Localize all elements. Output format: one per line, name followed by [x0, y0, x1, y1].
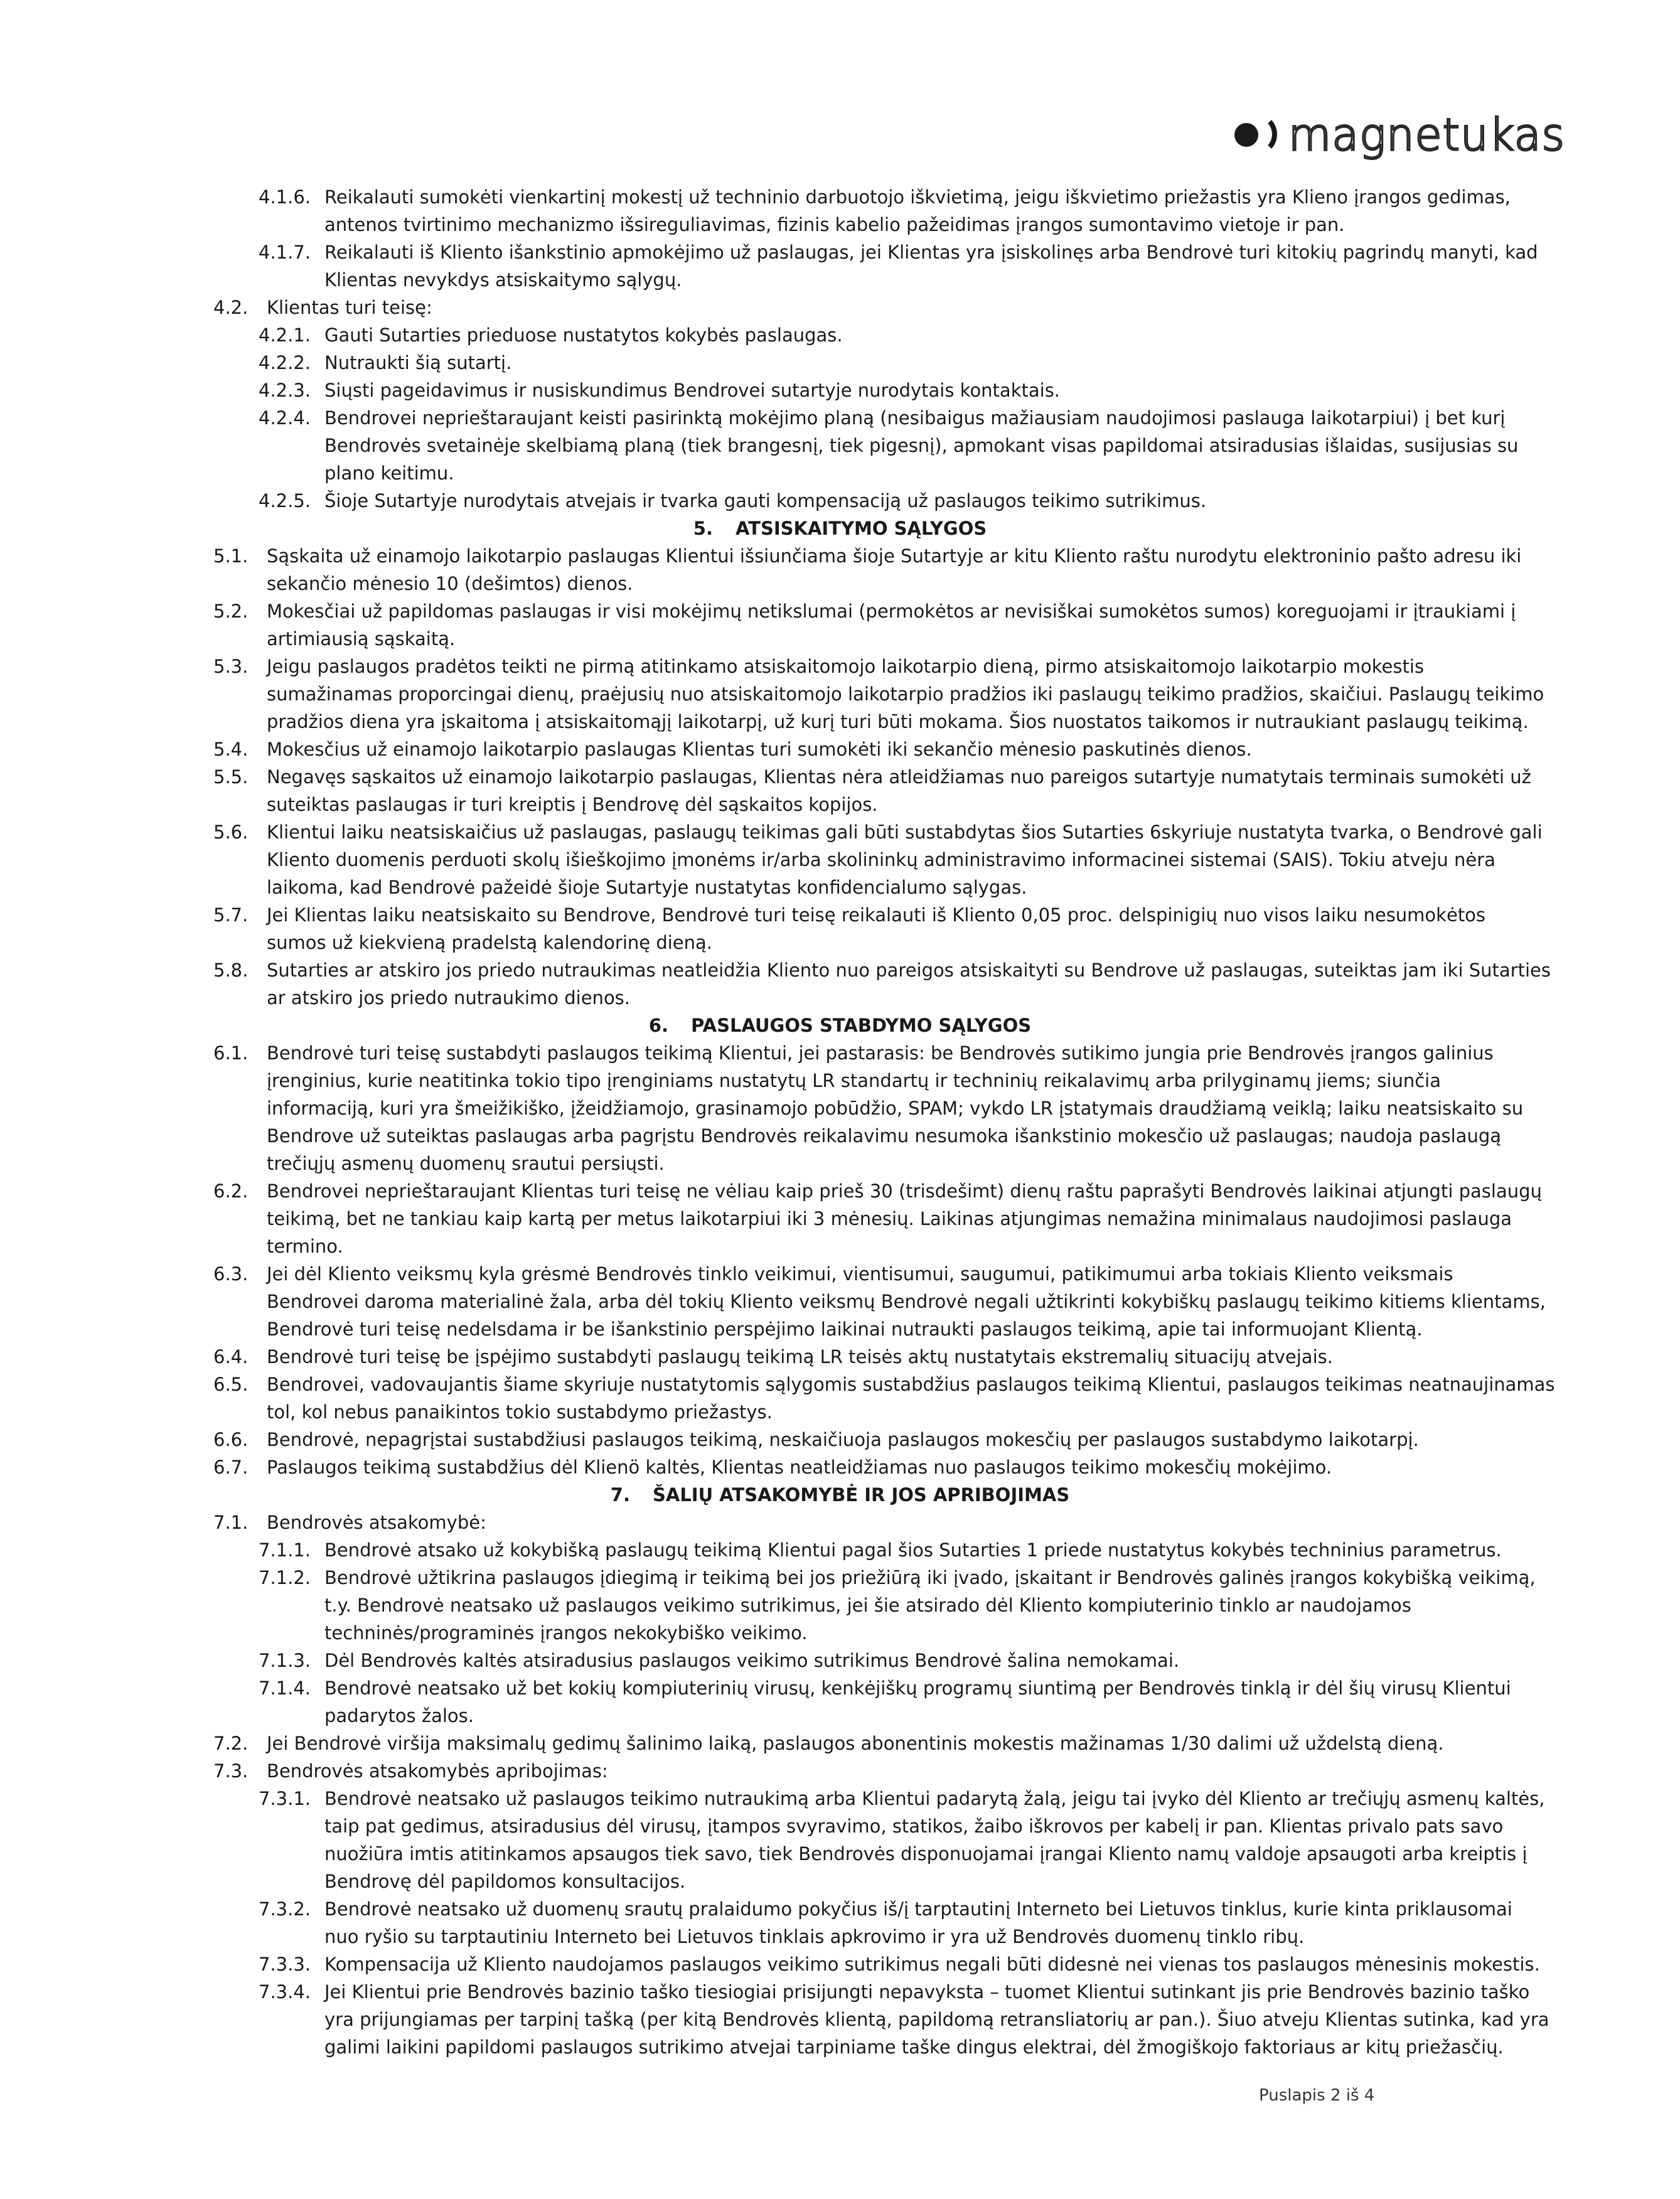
clause-number: 7.3.4. — [259, 1981, 311, 2003]
clause-number: 7.2. — [213, 1733, 249, 1754]
clause-number: 5.2. — [213, 601, 249, 622]
clause-continuation-line — [0, 1315, 1680, 1343]
clause-text: t.y. Bendrovė neatsako už paslaugos veikimo sutrikimus, jei šie atsirado dėl Kliento kompiuterinio tinklo ar naudojamos — [324, 1595, 1411, 1616]
clause-text: Reikalauti sumokėti vienkartinį mokestį už techninio darbuotojo iškvietimą, jeigu iškvietimo priežastis yra Klieno įrangos gedimas, — [324, 186, 1511, 208]
clause-number: 4.2. — [213, 297, 249, 318]
clause-text: pradžios diena yra įskaitoma į atsiskaitomąjį laikotarpį, už kurį turi būti mokama. Šios nuostatos taikomos ir nutraukiant paslaugų teikimą. — [267, 711, 1529, 732]
clause-text: sumos už kiekvieną pradelstą kalendorinę dieną. — [267, 932, 713, 953]
clause-text: nuo ryšio su tarptautiniu Interneto bei Lietuvos tinklais apkrovimo ir yra už Bendrovės duomenų tinklo ribų. — [324, 1926, 1305, 1947]
clause-line — [0, 1564, 1680, 1592]
clause-line — [0, 1757, 1680, 1785]
company-logo — [1233, 107, 1565, 163]
clause-line — [0, 377, 1680, 404]
clause-text: Sąskaita už einamojo laikotarpio paslaugas Klientui išsiunčiama šioje Sutartyje ar kitu Kliento raštu nurodytu elektroninio pašto adresu iki — [267, 545, 1522, 567]
clause-line — [0, 1343, 1680, 1371]
clause-text: Klientas nevykdys atsiskaitymo sąlygų. — [324, 269, 682, 291]
clause-text: suteiktas paslaugas ir turi kreiptis į Bendrovę dėl sąskaitos kopijos. — [267, 794, 878, 815]
clause-text: plano keitimu. — [324, 463, 454, 484]
clause-number: 6.4. — [213, 1346, 249, 1367]
clause-text: Sutarties ar atskiro jos priedo nutraukimas neatleidžia Kliento nuo pareigos atsiskaityti su Bendrove už paslaugas, suteiktas jam iki Sutarties — [267, 960, 1551, 981]
clause-line — [0, 1895, 1680, 1923]
clause-continuation-line — [0, 1592, 1680, 1619]
section-heading — [0, 1481, 1680, 1509]
clause-continuation-line — [0, 266, 1680, 294]
clause-continuation-line — [0, 1398, 1680, 1426]
clause-text: Bendrovė neatsako už duomenų srautų pralaidumo pokyčius iš/į tarptautinį Interneto bei Lietuvos tinklus, kurie kinta priklausomai — [324, 1898, 1512, 1920]
clause-text: termino. — [267, 1236, 343, 1257]
clause-line — [0, 1371, 1680, 1398]
clause-text: Siųsti pageidavimus ir nusiskundimus Bendrovei sutartyje nurodytais kontaktais. — [324, 380, 1061, 401]
clause-number: 7.3.2. — [259, 1898, 311, 1920]
clause-line — [0, 321, 1680, 349]
clause-text: Bendrovė atsako už kokybišką paslaugų teikimą Klientui pagal šios Sutarties 1 priede nustatytus kokybės techninius parametrus. — [324, 1539, 1502, 1561]
clause-text: Bendrovė užtikrina paslaugos įdiegimą ir teikimą bei jos priežiūrą iki įvado, įskaitant ir Bendrovės galinės įrangos kokybišką veikimą, — [324, 1567, 1536, 1588]
clause-text: Klientui laiku neatsiskaičius už paslaugas, paslaugų teikimas gali būti sustabdytas šios Sutarties 6skyriuje nustatyta tvarka, o Bendrovė gali — [267, 821, 1543, 843]
clause-text: įrenginius, kurie neatitinka tokio tipo įrenginiams nustatytų LR standartų ir techninių reikalavimų arba prilyginamų jiems; siunčia — [267, 1070, 1441, 1091]
clause-number: 5.3. — [213, 656, 249, 677]
clause-line — [0, 901, 1680, 929]
clause-text: sumažinamas proporcingai dienų, praėjusių nuo atsiskaitomojo laikotarpio pradžios iki paslaugų teikimo pradžios, skaičiui. Paslaugų teikimo — [267, 683, 1544, 705]
clause-line — [0, 1177, 1680, 1205]
clause-continuation-line — [0, 1150, 1680, 1177]
section-number: 5. — [693, 518, 713, 539]
clause-number: 4.2.2. — [259, 352, 311, 373]
clause-continuation-line — [0, 459, 1680, 487]
clause-text: Paslaugos teikimą sustabdžius dėl Klienö kaltės, Klientas neatleidžiamas nuo paslaugos teikimo mokesčių mokėjimo. — [267, 1457, 1332, 1478]
clause-number: 5.8. — [213, 960, 249, 981]
clause-text: Bendrovė neatsako už bet kokių kompiuterinių virusų, kenkėjiškų programų siuntimą per Bendrovės tinklą ir dėl šių virusų Klientui — [324, 1677, 1511, 1699]
clause-text: Kompensacija už Kliento naudojamos paslaugos veikimo sutrikimus negali būti didesnė nei vienas tos paslaugos mėnesinis mokestis. — [324, 1954, 1540, 1975]
clause-continuation-line — [0, 1702, 1680, 1730]
clause-number: 6.1. — [213, 1042, 249, 1064]
clause-continuation-line — [0, 1233, 1680, 1260]
clause-number: 7.1.3. — [259, 1650, 311, 1671]
clause-text: Mokesčius už einamojo laikotarpio paslaugas Klientas turi sumokėti iki sekančio mėnesio paskutinės dienos. — [267, 739, 1252, 760]
clause-number: 7.1. — [213, 1512, 249, 1533]
clause-number: 5.4. — [213, 739, 249, 760]
clause-text: Klientas turi teisę: — [267, 297, 432, 318]
clause-continuation-line — [0, 625, 1680, 653]
clause-line — [0, 597, 1680, 625]
clause-text: Bendrovės svetainėje skelbiamą planą (tiek brangesnį, tiek pigesnį), apmokant visas papildomai atsiradusias išlaidas, susijusias su — [324, 435, 1519, 456]
clause-text: Bendrovės atsakomybė: — [267, 1512, 486, 1533]
clause-continuation-line — [0, 2033, 1680, 2061]
clause-number: 7.1.2. — [259, 1567, 311, 1588]
clause-line — [0, 1730, 1680, 1757]
clause-text: Bendrovei neprieštaraujant Klientas turi teisę ne vėliau kaip prieš 30 (trisdešimt) dienų raštu paprašyti Bendrovės laikinai atjungti paslaugų — [267, 1180, 1542, 1202]
clause-number: 4.2.4. — [259, 407, 311, 429]
clause-number: 4.1.6. — [259, 186, 311, 208]
clause-text: Kliento duomenis perduoti skolų išieškojimo įmonėms ir/arba skolininkų administravimo informacinei sistemai (SAIS). Tokiu atveju nėra — [267, 849, 1495, 870]
clause-line — [0, 736, 1680, 763]
clause-text: Bendrovei daroma materialinė žala, arba dėl tokių Kliento veiksmų Bendrovė negali užtikrinti kokybiškų paslaugų teikimo kitiems klientams, — [267, 1291, 1546, 1312]
clause-number: 6.7. — [213, 1457, 249, 1478]
clause-text: antenos tvirtinimo mechanizmo išsireguliavimas, fizinis kabelio pažeidimas įrangos sumontavimo vietoje ir pan. — [324, 214, 1345, 235]
clause-line — [0, 1785, 1680, 1812]
clause-text: galimi laikini papildomi paslaugos sutrikimo atvejai tarpiniame taške dingus elektrai, dėl žmogiškojo faktoriaus ar kitų priežasčių. — [324, 2036, 1504, 2058]
section-number: 6. — [648, 1015, 669, 1036]
clause-text: teikimą, bet ne tankiau kaip kartą per metus laikotarpiui iki 3 mėnesių. Laikinas atjungimas nemažina minimalaus naudojimosi paslauga — [267, 1208, 1512, 1229]
clause-number: 7.1.4. — [259, 1677, 311, 1699]
clause-text: Bendrovės atsakomybės apribojimas: — [267, 1760, 608, 1782]
clause-text: techninės/programinės įrangos nekokybiško veikimo. — [324, 1622, 808, 1644]
clause-number: 6.5. — [213, 1374, 249, 1395]
clause-continuation-line — [0, 680, 1680, 708]
clause-line — [0, 1950, 1680, 1978]
clause-text: laikoma, kad Bendrovė pažeidė šioje Sutartyje nustatytas konfidencialumo sąlygas. — [267, 877, 1027, 898]
clause-continuation-line — [0, 791, 1680, 818]
clause-number: 4.2.5. — [259, 490, 311, 511]
clause-line — [0, 294, 1680, 321]
clause-continuation-line — [0, 984, 1680, 1012]
clause-number: 7.3. — [213, 1760, 249, 1782]
clause-number: 5.1. — [213, 545, 249, 567]
clause-continuation-line — [0, 1205, 1680, 1233]
clause-text: Bendrovė, nepagrįstai sustabdžiusi paslaugos teikimą, neskaičiuoja paslaugos mokesčių per paslaugos sustabdymo laikotarpį. — [267, 1429, 1419, 1450]
clause-line — [0, 1647, 1680, 1674]
clause-text: trečiųjų asmenų duomenų srautui persiųsti. — [267, 1153, 665, 1174]
clause-line — [0, 1536, 1680, 1564]
clause-line — [0, 1978, 1680, 2006]
clause-text: Bendrove už suteiktas paslaugas arba pagrįstu Bendrovės reikalavimu nesumoka išankstinio mokesčio už paslaugas; naudoja paslaugą — [267, 1125, 1502, 1147]
logo-signal-icon — [1233, 113, 1277, 157]
clause-number: 6.2. — [213, 1180, 249, 1202]
clause-continuation-line — [0, 570, 1680, 597]
clause-text: Bendrovei, vadovaujantis šiame skyriuje nustatytomis sąlygomis sustabdžius paslaugos teikimą Klientui, paslaugos teikimas neatnaujinamas — [267, 1374, 1555, 1395]
section-number: 7. — [610, 1484, 630, 1506]
clause-continuation-line — [0, 1923, 1680, 1950]
clause-text: Bendrovei neprieštaraujant keisti pasirinktą mokėjimo planą (nesibaigus mažiausiam naudojimosi paslauga laikotarpiui) į bet kurį — [324, 407, 1506, 429]
logo-wordmark: magnetukas — [1288, 109, 1566, 161]
clause-continuation-line — [0, 1840, 1680, 1868]
page-number: Puslapis 2 iš 4 — [1259, 2086, 1375, 2105]
clause-line — [0, 1453, 1680, 1481]
clause-text: yra prijungiamas per tarpinį tašką (per kitą Bendrovės klientą, papildomą retransliatorių ar pan.). Šiuo atveju Klientas sutinka, kad yra — [324, 2009, 1549, 2030]
clause-number: 4.2.3. — [259, 380, 311, 401]
clause-line — [0, 183, 1680, 211]
clause-text: Nutraukti šią sutartį. — [324, 352, 512, 373]
clause-continuation-line — [0, 1288, 1680, 1315]
clause-text: Dėl Bendrovės kaltės atsiradusius paslaugos veikimo sutrikimus Bendrovė šalina nemokamai. — [324, 1650, 1180, 1671]
clause-text: Bendrovė neatsako už paslaugos teikimo nutraukimą arba Klientui padarytą žalą, jeigu tai įvyko dėl Kliento ar trečiųjų asmenų kaltės, — [324, 1788, 1545, 1809]
clause-line — [0, 653, 1680, 680]
clause-number: 4.2.1. — [259, 324, 311, 346]
clause-text: artimiausią sąskaitą. — [267, 628, 456, 650]
clause-number: 5.7. — [213, 904, 249, 926]
clause-text: Gauti Sutarties prieduose nustatytos kokybės paslaugas. — [324, 324, 843, 346]
clause-continuation-line — [0, 1122, 1680, 1150]
clause-text: Jei Klientui prie Bendrovės bazinio taško tiesiogiai prisijungti nepavyksta – tuomet Klientui sutinkant jis prie Bendrovės bazinio taško — [324, 1981, 1530, 2003]
clause-text: padarytos žalos. — [324, 1705, 474, 1726]
clause-number: 7.3.3. — [259, 1954, 311, 1975]
clause-line — [0, 238, 1680, 266]
clause-continuation-line — [0, 846, 1680, 874]
clause-text: Bendrovė turi teisę sustabdyti paslaugos teikimą Klientui, jei pastarasis: be Bendrovės sutikimo jungia prie Bendrovės įrangos galinius — [267, 1042, 1494, 1064]
clause-continuation-line — [0, 2006, 1680, 2033]
section-title: ATSISKAITYMO SĄLYGOS — [735, 518, 987, 539]
clause-number: 6.3. — [213, 1263, 249, 1285]
clause-line — [0, 349, 1680, 377]
clause-line — [0, 487, 1680, 515]
clause-continuation-line — [0, 211, 1680, 238]
clause-text: Jei Klientas laiku neatsiskaito su Bendrove, Bendrovė turi teisę reikalauti iš Kliento 0,05 proc. delspinigių nuo visos laiku nesumokėtos — [267, 904, 1486, 926]
clause-continuation-line — [0, 1619, 1680, 1647]
clause-line — [0, 1039, 1680, 1067]
clause-text: sekančio mėnesio 10 (dešimtos) dienos. — [267, 573, 633, 594]
clause-continuation-line — [0, 929, 1680, 956]
clause-text: Bendrovė turi teisę be įspėjimo sustabdyti paslaugų teikimą LR teisės aktų nustatytais ekstremalių situacijų atvejais. — [267, 1346, 1333, 1367]
clause-number: 5.6. — [213, 821, 249, 843]
clause-line — [0, 818, 1680, 846]
clause-continuation-line — [0, 1868, 1680, 1895]
clause-number: 6.6. — [213, 1429, 249, 1450]
clause-line — [0, 956, 1680, 984]
clause-text: Negavęs sąskaitos už einamojo laikotarpio paslaugas, Klientas nėra atleidžiamas nuo pareigos sutartyje numatytais terminais sumokėti už — [267, 766, 1531, 788]
clause-continuation-line — [0, 874, 1680, 901]
clause-line — [0, 763, 1680, 791]
clause-continuation-line — [0, 1067, 1680, 1094]
clause-line — [0, 1674, 1680, 1702]
clause-text: Jei Bendrovė viršija maksimalų gedimų šalinimo laiką, paslaugos abonentinis mokestis mažinamas 1/30 dalimi už uždelstą dieną. — [267, 1733, 1444, 1754]
section-title: ŠALIŲ ATSAKOMYBĖ IR JOS APRIBOJIMAS — [652, 1484, 1070, 1506]
clause-text: nuožiūra imtis atitinkamos apsaugos tiek savo, tiek Bendrovės disponuojamai įrangai Kliento namų valdoje apsaugoti arba kreiptis į — [324, 1843, 1528, 1865]
clause-text: ar atskiro jos priedo nutraukimo dienos. — [267, 987, 631, 1009]
clause-text: Jeigu paslaugos pradėtos teikti ne pirmą atitinkamo atsiskaitomojo laikotarpio dieną, pirmo atsiskaitomojo laikotarpio mokestis — [267, 656, 1425, 677]
clause-text: taip pat gedimus, atsiradusius dėl virusų, įtampos svyravimo, statikos, žaibo iškrovos per kabelį ir pan. Klientas privalo pats savo — [324, 1816, 1504, 1837]
clause-text: Reikalauti iš Kliento išankstinio apmokėjimo už paslaugas, jei Klientas yra įsiskolinęs arba Bendrovė turi kitokių pagrindų manyti, kad — [324, 242, 1538, 263]
clause-text: Mokesčiai už papildomas paslaugas ir visi mokėjimų netikslumai (permokėtos ar nevisiškai sumokėtos sumos) koreguojami ir įtraukiami į — [267, 601, 1516, 622]
clause-text: Jei dėl Kliento veiksmų kyla grėsmė Bendrovės tinklo veikimui, vientisumui, saugumui, patikimumui arba tokiais Kliento veiksmais — [267, 1263, 1453, 1285]
clause-continuation-line — [0, 708, 1680, 736]
section-heading — [0, 515, 1680, 542]
document-body — [0, 183, 1680, 2061]
clause-line — [0, 1260, 1680, 1288]
section-heading — [0, 1012, 1680, 1039]
clause-line — [0, 1509, 1680, 1536]
clause-text: Šioje Sutartyje nurodytais atvejais ir tvarka gauti kompensaciją už paslaugos teikimo sutrikimus. — [324, 490, 1207, 511]
clause-continuation-line — [0, 1094, 1680, 1122]
clause-number: 7.1.1. — [259, 1539, 311, 1561]
clause-text: Bendrovė turi teisę nedelsdama ir be išankstinio perspėjimo laikinai nutraukti paslaugos teikimą, apie tai informuojant Klientą. — [267, 1319, 1423, 1340]
clause-number: 5.5. — [213, 766, 249, 788]
clause-continuation-line — [0, 432, 1680, 459]
clause-number: 4.1.7. — [259, 242, 311, 263]
clause-line — [0, 542, 1680, 570]
clause-line — [0, 404, 1680, 432]
clause-continuation-line — [0, 1812, 1680, 1840]
clause-number: 7.3.1. — [259, 1788, 311, 1809]
clause-text: Bendrovę dėl papildomos konsultacijos. — [324, 1871, 686, 1892]
clause-text: tol, kol nebus panaikintos tokio sustabdymo priežastys. — [267, 1401, 773, 1423]
clause-text: informaciją, kuri yra šmeižikiško, įžeidžiamojo, grasinamojo pobūdžio, SPAM; vykdo LR įstatymais draudžiamą veiklą; laiku neatsiskaito su — [267, 1098, 1524, 1119]
clause-line — [0, 1426, 1680, 1453]
section-title: PASLAUGOS STABDYMO SĄLYGOS — [691, 1015, 1032, 1036]
